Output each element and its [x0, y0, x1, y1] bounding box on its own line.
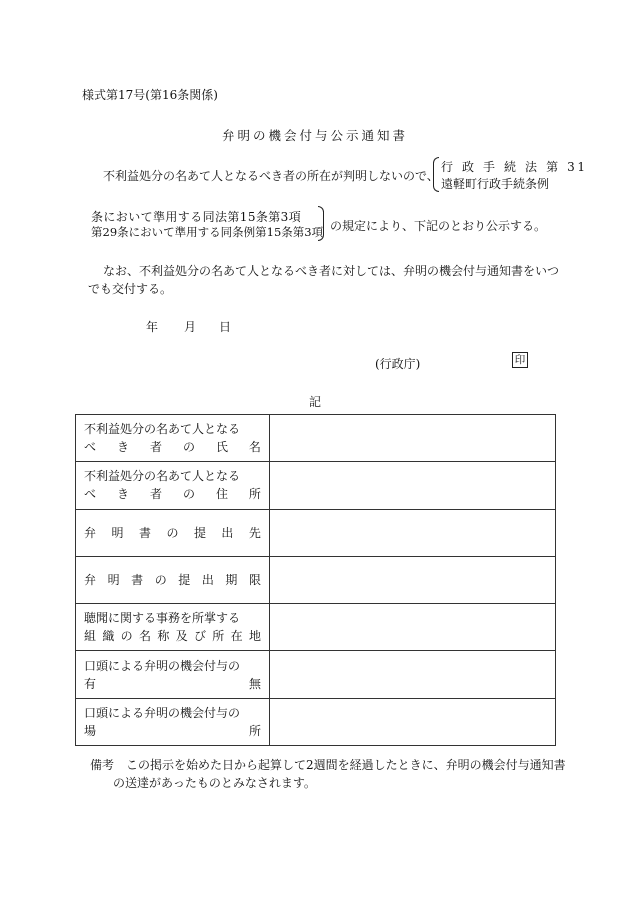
label-char: 名 — [248, 440, 261, 455]
intro-tail: の規定により、下記のとおり公示する。 — [330, 219, 547, 233]
label-char: 及 — [175, 629, 188, 644]
brace1-line1: 行 政 手 続 法 第 31 — [441, 160, 588, 174]
label-line1: 聴聞に関する事務を所掌する — [84, 611, 241, 626]
label-char: べ — [84, 487, 97, 502]
label-char: 有 — [84, 676, 97, 691]
table-row — [76, 698, 556, 745]
label-char: き — [116, 487, 129, 502]
row-label — [76, 509, 270, 556]
brace2-line2: 第29条において準用する同条例第15条第3項 — [91, 225, 324, 239]
label-line1: 口頭による弁明の機会付与の — [84, 705, 241, 720]
remarks-line2: の送達があったものとみなされます。 — [113, 776, 316, 790]
intro-lead: 不利益処分の名あて人となるべき者の所在が判明しないので、 — [103, 169, 439, 183]
brace-right-2 — [318, 206, 324, 241]
label-char: 提 — [193, 525, 206, 540]
label-spread-line — [84, 675, 261, 693]
table-row — [76, 651, 556, 698]
label-char: 明 — [111, 525, 124, 540]
label-char: 出 — [221, 525, 234, 540]
label-char: 弁 — [84, 573, 97, 588]
row-label — [76, 556, 270, 603]
label-char: 無 — [248, 676, 261, 691]
row-label — [76, 462, 270, 509]
label-char: 地 — [248, 629, 261, 644]
label-char: び — [193, 629, 206, 644]
label-char: 所 — [248, 487, 261, 502]
label-char: 氏 — [215, 440, 228, 455]
brace1-line2: 遠軽町行政手続条例 — [441, 177, 550, 191]
table-row — [76, 604, 556, 651]
label-line1: 不利益処分の名あて人となる — [84, 422, 241, 437]
label-char: 期 — [225, 573, 238, 588]
row-label — [76, 651, 270, 698]
label-char: の — [166, 525, 179, 540]
label-line1: 口頭による弁明の機会付与の — [84, 658, 241, 673]
label-spread-line — [84, 627, 261, 645]
brace2-line1: 条において準用する同法第15条第3項 — [91, 210, 302, 224]
label-char: 明 — [107, 573, 120, 588]
row-value-cell[interactable] — [270, 604, 556, 651]
brace-left-1 — [433, 157, 439, 192]
note-line2: でも交付する。 — [88, 282, 173, 296]
table-row — [76, 415, 556, 462]
row-value-cell[interactable] — [270, 698, 556, 745]
label-spread-line — [84, 485, 261, 503]
label-char: 書 — [131, 573, 144, 588]
row-label — [76, 604, 270, 651]
row-value-cell[interactable] — [270, 509, 556, 556]
row-label — [76, 415, 270, 462]
label-char: 所 — [212, 629, 225, 644]
date-month: 月 — [184, 320, 197, 334]
label-char: 織 — [102, 629, 115, 644]
label-char: の — [182, 487, 195, 502]
table-row — [76, 509, 556, 556]
row-value-cell[interactable] — [270, 415, 556, 462]
date-day: 日 — [219, 320, 232, 334]
label-char: の — [120, 629, 133, 644]
label-char: 場 — [84, 723, 97, 738]
label-char: べ — [84, 440, 97, 455]
label-char: 弁 — [84, 525, 97, 540]
label-char: 限 — [248, 573, 261, 588]
date-year: 年 — [146, 320, 159, 334]
label-char: 出 — [201, 573, 214, 588]
seal-mark: 印 — [512, 352, 528, 368]
label-char: 称 — [157, 629, 170, 644]
label-char: 先 — [248, 525, 261, 540]
label-char: 書 — [138, 525, 151, 540]
label-char: 名 — [138, 629, 151, 644]
row-value-cell[interactable] — [270, 462, 556, 509]
label-char: 組 — [84, 629, 97, 644]
items-table — [75, 414, 556, 746]
label-spread-line — [84, 571, 261, 589]
label-spread-line — [84, 524, 261, 542]
row-label — [76, 698, 270, 745]
label-char: 者 — [149, 440, 162, 455]
table-row — [76, 556, 556, 603]
label-spread-line — [84, 722, 261, 740]
agency-label: (行政庁) — [375, 357, 421, 371]
table-row — [76, 462, 556, 509]
note-line1: なお、不利益処分の名あて人となるべき者に対しては、弁明の機会付与通知書をいつ — [103, 264, 560, 278]
label-char: 者 — [149, 487, 162, 502]
ki-heading: 記 — [308, 395, 321, 409]
label-char: 提 — [178, 573, 191, 588]
label-char: の — [182, 440, 195, 455]
label-char: 在 — [230, 629, 243, 644]
label-char: き — [116, 440, 129, 455]
label-char: 住 — [215, 487, 228, 502]
label-spread-line — [84, 438, 261, 456]
label-char: 所 — [248, 723, 261, 738]
form-number: 様式第17号(第16条関係) — [82, 88, 218, 102]
document-title: 弁明の機会付与公示通知書 — [221, 128, 408, 143]
row-value-cell[interactable] — [270, 556, 556, 603]
label-line1: 不利益処分の名あて人となる — [84, 469, 241, 484]
row-value-cell[interactable] — [270, 651, 556, 698]
remarks-line1: 備考 この掲示を始めた日から起算して2週間を経過したときに、弁明の機会付与通知書 — [90, 758, 566, 772]
label-char: の — [154, 573, 167, 588]
